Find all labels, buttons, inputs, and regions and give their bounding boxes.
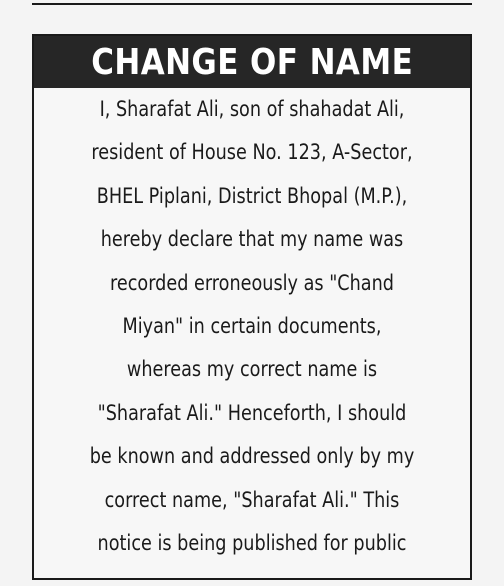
notice-body (34, 88, 470, 565)
name-change-notice (32, 34, 472, 580)
top-divider (32, 3, 472, 5)
notice-line: notice is being published for public (97, 530, 407, 555)
notice-line: resident of House No. 123, A-Sector, (91, 140, 413, 165)
notice-line: recorded erroneously as "Chand (109, 270, 394, 295)
notice-line: BHEL Piplani, District Bhopal (M.P.), (96, 183, 408, 208)
notice-line: Miyan" in certain documents, (122, 313, 382, 338)
notice-header (34, 36, 470, 88)
notice-line: I, Sharafat Ali, son of shahadat Ali, (99, 97, 405, 121)
notice-line: be known and addressed only by my (89, 444, 415, 469)
notice-line: whereas my correct name is (126, 357, 378, 382)
notice-line: hereby declare that my name was (100, 227, 404, 252)
notice-line: "Sharafat Ali." Henceforth, I should (97, 400, 407, 425)
notice-line: correct name, "Sharafat Ali." This (104, 487, 400, 512)
notice-title: CHANGE OF NAME (91, 41, 413, 83)
